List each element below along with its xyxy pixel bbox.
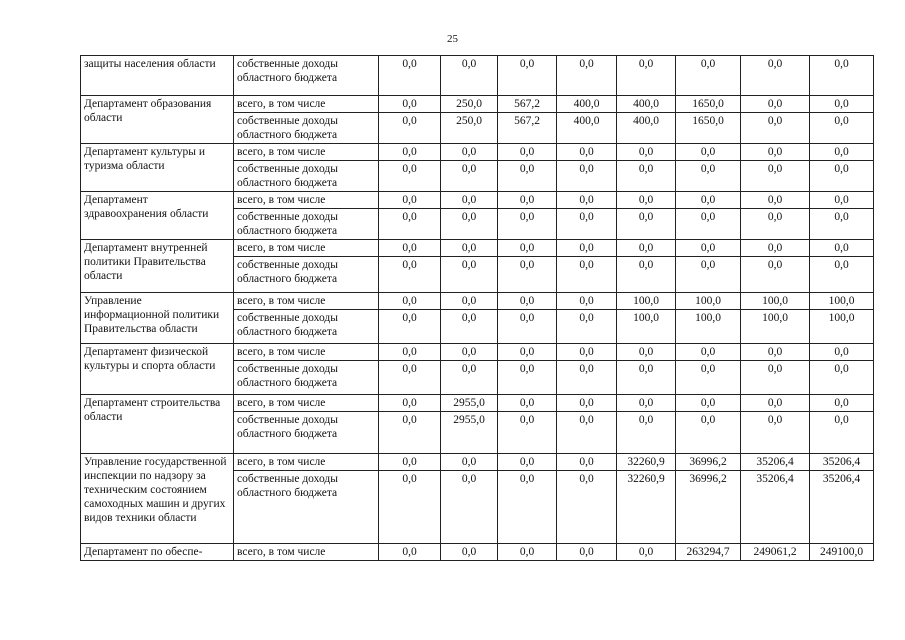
budget-table	[80, 55, 874, 561]
value-cell: 249061,2	[741, 544, 810, 561]
value-cell: 1650,0	[676, 96, 741, 113]
page-number: 25	[447, 33, 458, 45]
funding-type-cell: собственные доходы областного бюджета	[234, 56, 379, 96]
funding-type-cell: всего, в том числе	[234, 544, 379, 561]
funding-type-cell: всего, в том числе	[234, 192, 379, 209]
value-cell: 0,0	[741, 192, 810, 209]
department-cell: Департамент здравоохранения области	[81, 192, 234, 240]
value-cell: 0,0	[617, 361, 676, 395]
value-cell: 0,0	[617, 344, 676, 361]
value-cell: 100,0	[810, 310, 874, 344]
value-cell: 0,0	[379, 209, 441, 240]
value-cell: 0,0	[498, 209, 557, 240]
funding-type-cell: всего, в том числе	[234, 344, 379, 361]
value-cell: 0,0	[441, 471, 498, 544]
department-cell: Департамент внутренней политики Правительства области	[81, 240, 234, 293]
value-cell: 0,0	[379, 344, 441, 361]
value-cell: 0,0	[557, 412, 617, 454]
value-cell: 32260,9	[617, 454, 676, 471]
value-cell: 0,0	[557, 395, 617, 412]
value-cell: 0,0	[676, 412, 741, 454]
value-cell: 0,0	[741, 395, 810, 412]
value-cell: 0,0	[810, 161, 874, 192]
value-cell: 0,0	[617, 412, 676, 454]
value-cell: 0,0	[557, 344, 617, 361]
value-cell: 0,0	[810, 113, 874, 144]
funding-type-cell: собственные доходы областного бюджета	[234, 412, 379, 454]
value-cell: 0,0	[617, 161, 676, 192]
value-cell: 0,0	[379, 310, 441, 344]
value-cell: 100,0	[676, 310, 741, 344]
value-cell: 0,0	[617, 144, 676, 161]
value-cell: 0,0	[617, 395, 676, 412]
value-cell: 0,0	[379, 471, 441, 544]
value-cell: 100,0	[676, 293, 741, 310]
value-cell: 100,0	[617, 293, 676, 310]
value-cell: 0,0	[676, 240, 741, 257]
table-row	[81, 192, 874, 209]
value-cell: 263294,7	[676, 544, 741, 561]
value-cell: 0,0	[617, 240, 676, 257]
value-cell: 0,0	[498, 293, 557, 310]
table-row	[81, 96, 874, 113]
funding-type-cell: всего, в том числе	[234, 240, 379, 257]
value-cell: 400,0	[617, 96, 676, 113]
value-cell: 0,0	[379, 161, 441, 192]
funding-type-cell: всего, в том числе	[234, 454, 379, 471]
table-row	[81, 344, 874, 361]
table-row	[81, 395, 874, 412]
value-cell: 0,0	[810, 96, 874, 113]
funding-type-cell: собственные доходы областного бюджета	[234, 361, 379, 395]
value-cell: 0,0	[557, 192, 617, 209]
value-cell: 0,0	[379, 56, 441, 96]
value-cell: 100,0	[741, 293, 810, 310]
value-cell: 0,0	[498, 192, 557, 209]
value-cell: 0,0	[676, 161, 741, 192]
value-cell: 0,0	[741, 412, 810, 454]
table-row	[81, 293, 874, 310]
value-cell: 0,0	[810, 56, 874, 96]
value-cell: 0,0	[441, 56, 498, 96]
value-cell: 0,0	[676, 344, 741, 361]
funding-type-cell: всего, в том числе	[234, 144, 379, 161]
department-cell: защиты населения области	[81, 56, 234, 96]
value-cell: 0,0	[557, 257, 617, 293]
value-cell: 400,0	[617, 113, 676, 144]
value-cell: 0,0	[441, 310, 498, 344]
value-cell: 0,0	[498, 56, 557, 96]
value-cell: 100,0	[810, 293, 874, 310]
value-cell: 0,0	[498, 361, 557, 395]
value-cell: 0,0	[498, 257, 557, 293]
value-cell: 0,0	[379, 113, 441, 144]
value-cell: 35206,4	[810, 471, 874, 544]
funding-type-cell: всего, в том числе	[234, 293, 379, 310]
value-cell: 36996,2	[676, 454, 741, 471]
value-cell: 0,0	[557, 310, 617, 344]
value-cell: 0,0	[498, 344, 557, 361]
funding-type-cell: всего, в том числе	[234, 395, 379, 412]
table-row	[81, 144, 874, 161]
value-cell: 0,0	[557, 471, 617, 544]
value-cell: 35206,4	[810, 454, 874, 471]
value-cell: 0,0	[498, 161, 557, 192]
value-cell: 100,0	[741, 310, 810, 344]
value-cell: 0,0	[557, 293, 617, 310]
value-cell: 0,0	[441, 240, 498, 257]
value-cell: 567,2	[498, 96, 557, 113]
value-cell: 0,0	[379, 395, 441, 412]
value-cell: 0,0	[741, 56, 810, 96]
value-cell: 0,0	[810, 395, 874, 412]
value-cell: 0,0	[441, 209, 498, 240]
value-cell: 0,0	[676, 395, 741, 412]
department-cell: Департамент культуры и туризма области	[81, 144, 234, 192]
funding-type-cell: собственные доходы областного бюджета	[234, 471, 379, 544]
value-cell: 0,0	[557, 209, 617, 240]
value-cell: 0,0	[741, 257, 810, 293]
value-cell: 249100,0	[810, 544, 874, 561]
funding-type-cell: собственные доходы областного бюджета	[234, 257, 379, 293]
value-cell: 0,0	[676, 257, 741, 293]
value-cell: 0,0	[379, 96, 441, 113]
value-cell: 0,0	[498, 544, 557, 561]
value-cell: 2955,0	[441, 412, 498, 454]
value-cell: 0,0	[557, 56, 617, 96]
table-row	[81, 56, 874, 96]
value-cell: 0,0	[441, 161, 498, 192]
value-cell: 0,0	[741, 96, 810, 113]
value-cell: 0,0	[498, 310, 557, 344]
value-cell: 35206,4	[741, 454, 810, 471]
value-cell: 0,0	[379, 361, 441, 395]
value-cell: 0,0	[810, 361, 874, 395]
value-cell: 32260,9	[617, 471, 676, 544]
value-cell: 0,0	[676, 209, 741, 240]
value-cell: 0,0	[441, 361, 498, 395]
value-cell: 0,0	[557, 454, 617, 471]
value-cell: 0,0	[676, 56, 741, 96]
value-cell: 35206,4	[741, 471, 810, 544]
value-cell: 0,0	[441, 293, 498, 310]
department-cell: Управление информационной политики Правительства области	[81, 293, 234, 344]
value-cell: 0,0	[498, 454, 557, 471]
department-cell: Департамент по обеспе-	[81, 544, 234, 561]
value-cell: 0,0	[617, 209, 676, 240]
value-cell: 0,0	[379, 240, 441, 257]
value-cell: 2955,0	[441, 395, 498, 412]
funding-type-cell: собственные доходы областного бюджета	[234, 113, 379, 144]
value-cell: 0,0	[441, 257, 498, 293]
value-cell: 0,0	[379, 192, 441, 209]
value-cell: 0,0	[379, 454, 441, 471]
table-row	[81, 240, 874, 257]
value-cell: 0,0	[741, 240, 810, 257]
value-cell: 567,2	[498, 113, 557, 144]
value-cell: 0,0	[557, 361, 617, 395]
value-cell: 0,0	[441, 344, 498, 361]
value-cell: 0,0	[379, 293, 441, 310]
table-row	[81, 454, 874, 471]
value-cell: 0,0	[676, 192, 741, 209]
value-cell: 0,0	[441, 192, 498, 209]
value-cell: 0,0	[810, 257, 874, 293]
value-cell: 400,0	[557, 113, 617, 144]
value-cell: 0,0	[441, 544, 498, 561]
value-cell: 0,0	[498, 412, 557, 454]
value-cell: 0,0	[741, 361, 810, 395]
value-cell: 36996,2	[676, 471, 741, 544]
value-cell: 0,0	[557, 240, 617, 257]
value-cell: 0,0	[441, 144, 498, 161]
value-cell: 0,0	[810, 144, 874, 161]
funding-type-cell: собственные доходы областного бюджета	[234, 310, 379, 344]
value-cell: 0,0	[557, 144, 617, 161]
value-cell: 0,0	[379, 144, 441, 161]
value-cell: 0,0	[617, 56, 676, 96]
department-cell: Департамент образования области	[81, 96, 234, 144]
value-cell: 0,0	[741, 144, 810, 161]
value-cell: 0,0	[676, 361, 741, 395]
value-cell: 0,0	[810, 209, 874, 240]
value-cell: 0,0	[498, 395, 557, 412]
table-row	[81, 544, 874, 561]
value-cell: 100,0	[617, 310, 676, 344]
value-cell: 0,0	[379, 257, 441, 293]
department-cell: Департамент физической культуры и спорта области	[81, 344, 234, 395]
funding-type-cell: всего, в том числе	[234, 96, 379, 113]
value-cell: 250,0	[441, 113, 498, 144]
value-cell: 1650,0	[676, 113, 741, 144]
value-cell: 0,0	[379, 412, 441, 454]
value-cell: 0,0	[617, 257, 676, 293]
value-cell: 0,0	[617, 544, 676, 561]
value-cell: 0,0	[557, 161, 617, 192]
value-cell: 0,0	[498, 144, 557, 161]
value-cell: 0,0	[617, 192, 676, 209]
value-cell: 0,0	[441, 454, 498, 471]
value-cell: 0,0	[741, 209, 810, 240]
value-cell: 0,0	[810, 412, 874, 454]
value-cell: 0,0	[676, 144, 741, 161]
department-cell: Департамент строительства области	[81, 395, 234, 454]
value-cell: 250,0	[441, 96, 498, 113]
value-cell: 0,0	[810, 192, 874, 209]
value-cell: 0,0	[741, 344, 810, 361]
value-cell: 0,0	[379, 544, 441, 561]
value-cell: 0,0	[810, 344, 874, 361]
value-cell: 0,0	[498, 471, 557, 544]
value-cell: 0,0	[557, 544, 617, 561]
budget-table-body	[81, 56, 874, 561]
department-cell: Управление государственной инспекции по надзору за техническим состоянием самоходных машин и других видов техники области	[81, 454, 234, 544]
value-cell: 0,0	[810, 240, 874, 257]
value-cell: 0,0	[741, 113, 810, 144]
funding-type-cell: собственные доходы областного бюджета	[234, 209, 379, 240]
funding-type-cell: собственные доходы областного бюджета	[234, 161, 379, 192]
value-cell: 0,0	[741, 161, 810, 192]
value-cell: 400,0	[557, 96, 617, 113]
value-cell: 0,0	[498, 240, 557, 257]
